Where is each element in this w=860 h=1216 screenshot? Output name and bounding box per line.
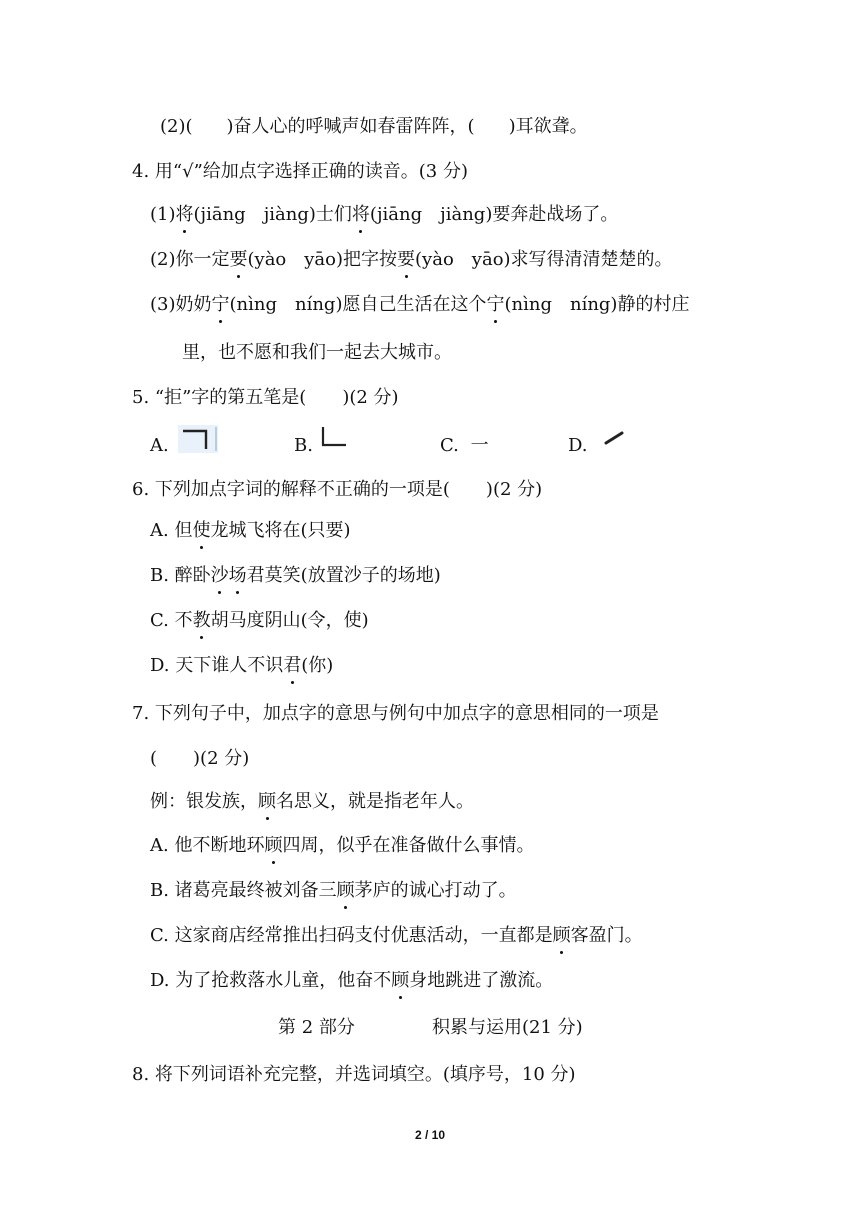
dotted-char: 顾	[391, 970, 410, 991]
question-7-option-a	[150, 834, 534, 858]
question-7-option-c	[150, 924, 643, 948]
text: (2)你一定	[150, 249, 230, 270]
dotted-char: 宁	[211, 294, 230, 315]
text: C.	[440, 435, 459, 456]
text: A. 他不断地环	[150, 835, 265, 856]
text: (1)	[150, 204, 176, 225]
question-4-item-3-continued: 里，也不愿和我们一起去大城市。	[182, 342, 452, 363]
text: (yào yāo)把字按	[247, 249, 398, 270]
question-7-heading: 7. 下列句子中，加点字的意思与例句中加点字的意思相同的一项是	[132, 703, 659, 724]
text: (yào yāo)求写得清清楚楚的。	[415, 249, 673, 270]
question-4-item-1	[150, 203, 618, 227]
dotted-char: 宁	[486, 294, 505, 315]
dotted-char: 将	[351, 204, 370, 225]
question-6-option-b	[150, 564, 441, 588]
text: B. 醉卧	[150, 565, 211, 586]
question-7-option-d	[150, 969, 553, 993]
text: D. 天下谁人不识	[150, 655, 284, 676]
dotted-char: 教	[192, 610, 211, 631]
text: 客盈门。	[570, 925, 643, 946]
dotted-char: 君	[283, 655, 302, 676]
text: 身地跳进了激流。	[409, 970, 554, 991]
text: (2)(	[160, 116, 193, 137]
text: D. 为了抢救落水儿童，他奋不	[150, 970, 392, 991]
section-part-label: 第 2 部分	[278, 1017, 355, 1038]
text: )奋人心的呼喊声如春雷阵阵，(	[226, 116, 475, 137]
q3-item-2	[160, 115, 588, 139]
text: (你)	[301, 655, 334, 676]
dotted-char: 顾	[336, 880, 355, 901]
text: (nìng níng)愿自己生活在这个	[229, 294, 487, 315]
dotted-char: 要	[397, 249, 416, 270]
question-7-example	[150, 790, 474, 814]
dotted-char: 顾	[258, 791, 276, 812]
stroke-heng: 一	[470, 435, 489, 456]
dotted-char: 顾	[552, 925, 571, 946]
text: (3)奶奶	[150, 294, 212, 315]
dotted-char: 顾	[264, 835, 283, 856]
question-6-option-d	[150, 654, 333, 678]
text: 龙城飞将在(只要)	[210, 520, 351, 541]
text: 名思义，就是指老年人。	[276, 791, 474, 812]
text: 胡马度阴山(令，使)	[210, 610, 369, 631]
question-6-option-a	[150, 519, 351, 543]
text: B. 诸葛亮最终被刘备三	[150, 880, 337, 901]
question-8-heading: 8. 将下列词语补充完整，并选词填空。(填序号，10 分)	[132, 1064, 576, 1085]
text: 茅庐的诚心打动了。	[354, 880, 517, 901]
dotted-char: 要	[229, 249, 248, 270]
question-5-heading: 5. “拒”字的第五笔是( )(2 分)	[132, 387, 399, 408]
text: 例：银发族，	[150, 791, 258, 812]
question-4-item-2	[150, 248, 673, 272]
question-7-answer-blank: ( )(2 分)	[150, 748, 250, 769]
text: )耳欲聋。	[508, 116, 588, 137]
dotted-char: 场	[228, 565, 247, 586]
dotted-char: 使	[192, 520, 211, 541]
dotted-char: 将	[175, 204, 194, 225]
question-6-option-c	[150, 609, 369, 633]
text: (nìng níng)静的村庄	[504, 294, 690, 315]
text: C. 不	[150, 610, 193, 631]
text: A. 但	[150, 520, 193, 541]
question-4-item-3	[150, 293, 689, 317]
page-number: 2 / 10	[414, 1128, 446, 1142]
dotted-char: 沙	[210, 565, 229, 586]
text: (jiāng jiàng)士们	[193, 204, 352, 225]
stroke-ti-icon	[600, 428, 630, 448]
text: 四周，似乎在准备做什么事情。	[282, 835, 535, 856]
option-a-label: A.	[150, 435, 169, 456]
text: 君莫笑(放置沙子的场地)	[246, 565, 441, 586]
option-b-label: B.	[294, 435, 313, 456]
question-7-option-b	[150, 879, 517, 903]
option-d-label: D.	[568, 435, 588, 456]
question-6-heading: 6. 下列加点字词的解释不正确的一项是( )(2 分)	[132, 479, 543, 500]
question-4-heading: 4. 用“√”给加点字选择正确的读音。(3 分)	[132, 161, 468, 182]
option-c-label	[440, 434, 489, 458]
stroke-shuzhe-icon	[318, 425, 350, 451]
text: (jiāng jiàng)要奔赴战场了。	[369, 204, 619, 225]
stroke-hengzhe-icon	[176, 425, 220, 453]
section-title: 积累与运用(21 分)	[432, 1017, 583, 1038]
text: C. 这家商店经常推出扫码支付优惠活动，一直都是	[150, 925, 553, 946]
